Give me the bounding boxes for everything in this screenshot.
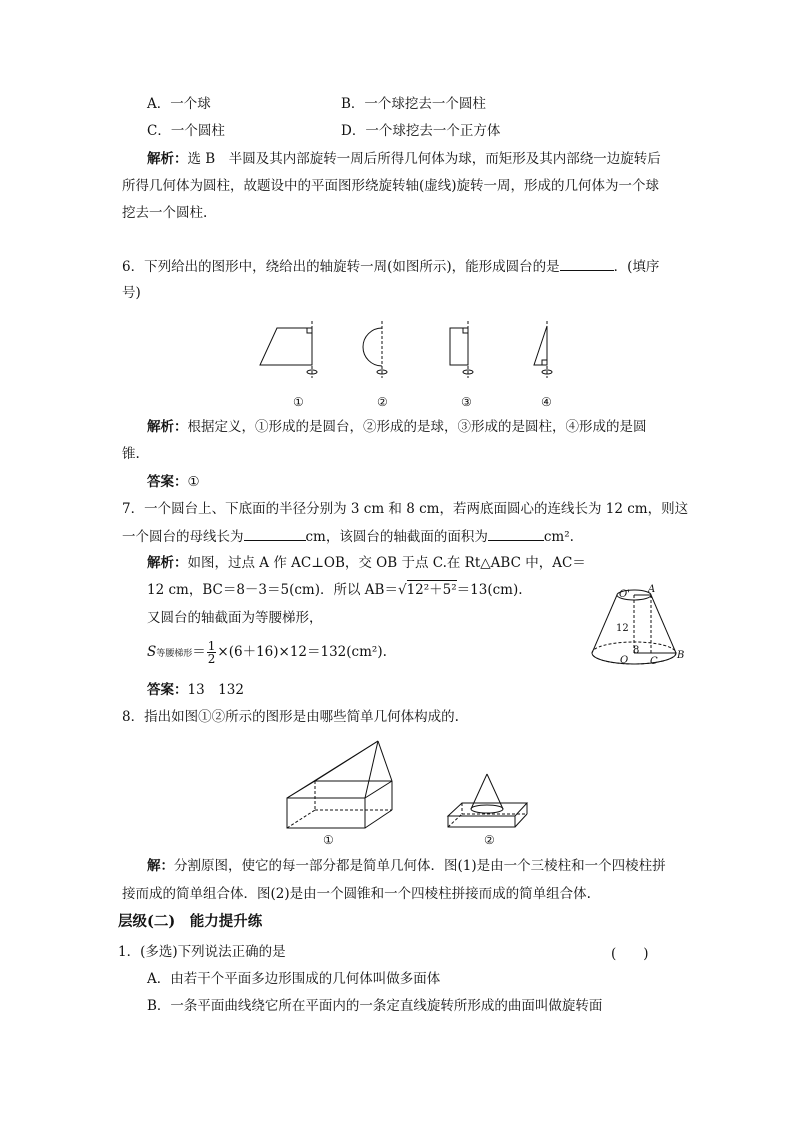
q7-fig-label-8: 8 [633,645,640,656]
q6-rotation-figures [255,318,575,400]
q8-fig-label-2: ② [484,833,495,847]
q5-option-b: B．一个球挖去一个圆柱 [341,96,486,112]
q5-analysis-line2: 所得几何体为圆柱，故题设中的平面图形绕旋转轴(虚线)旋转一周，形成的几何体为一个球 [122,178,660,194]
level2-heading: 层级(二) 能力提升练 [118,913,263,930]
q7-fig-label-o1: O' [619,589,630,600]
q6-fig-label-2: ② [377,395,388,409]
q6-analysis-line1: 解析：根据定义，①形成的是圆台，②形成的是球，③形成的是圆柱，④形成的是圆 [147,419,647,435]
q8-stem: 8．指出如图①②所示的图形是由哪些简单几何体构成的. [122,709,459,725]
q6-stem-line2: 号) [122,285,141,301]
q7-fig-label-b: B [677,650,685,661]
q6-fig3-rectangle [450,328,468,365]
level2-q1-option-b: B．一条平面曲线绕它所在平面内的一条定直线旋转所形成的曲面叫做旋转面 [147,998,603,1014]
q6-stem-line1: 6．下列给出的图形中，绕给出的轴旋转一周(如图所示)，能形成圆台的是 ．(填序 [122,256,659,277]
q7-stem-line1: 7．一个圆台上、下底面的半径分别为 3 cm 和 8 cm，若两底面圆心的连线长为 12 cm，则这 [122,501,689,517]
q8-fig-label-1: ① [323,833,334,847]
q6-answer: 答案：① [147,474,200,490]
q7-solution-line3: 又圆台的轴截面为等腰梯形， [147,610,323,626]
q8-solution-line2: 接而成的简单组合体．图(2)是由一个圆锥和一个四棱柱拼接而成的简单组合体. [122,886,591,902]
q7-area-formula: S等腰梯形＝ $\frac{1}{2}$ ×(6＋16)×12＝132(cm²). [147,639,387,666]
q7-fig-label-12: 12 [616,623,629,634]
q7-stem-line2: 一个圆台的母线长为 cm，该圆台的轴截面的面积为 cm². [122,526,574,547]
q7-fig-label-c: C [650,656,658,667]
q7-solution-line2: 12 cm，BC＝8－3＝5(cm)．所以 AB＝√12²＋5²＝13(cm). [147,582,523,598]
level2-q1-answer-paren: ( ) [611,946,649,962]
q6-fig2-semicircle [363,328,382,366]
q5-option-d: D．一个球挖去一个正方体 [341,123,501,139]
q5-option-c: C．一个圆柱 [147,123,225,139]
level2-q1-option-a: A．由若干个平面多边形围成的几何体叫做多面体 [147,971,441,987]
q5-analysis-line1: 解析：选 B 半圆及其内部旋转一周后所得几何体为球，而矩形及其内部绕一边旋转后 [147,151,661,167]
q6-fig1-trapezoid [260,328,312,365]
q7-solution-line1: 解析：如图，过点 A 作 AC⊥OB，交 OB 于点 C.在 Rt△ABC 中，AC＝ [147,555,586,571]
q7-answer: 答案：13 132 [147,682,244,698]
level2-q1-stem: 1．(多选)下列说法正确的是 [118,944,286,960]
q6-fig-label-3: ③ [461,395,472,409]
q8-solution-line1: 解：分割原图，使它的每一部分都是简单几何体．图(1)是由一个三棱柱和一个四棱柱拼 [147,858,666,874]
q8-composite-figures [280,738,540,838]
q6-fig-label-1: ① [293,395,304,409]
q6-fig-label-4: ④ [541,395,552,409]
q5-analysis-line3: 挖去一个圆柱. [122,205,208,221]
q6-fig4-triangle [534,326,547,365]
q7-fig-label-a: A [648,584,656,595]
q5-option-a: A．一个球 [147,96,211,112]
q7-frustum-figure [578,582,690,672]
q6-analysis-line2: 锥. [122,446,140,462]
q7-fig-label-o: O [620,655,629,666]
